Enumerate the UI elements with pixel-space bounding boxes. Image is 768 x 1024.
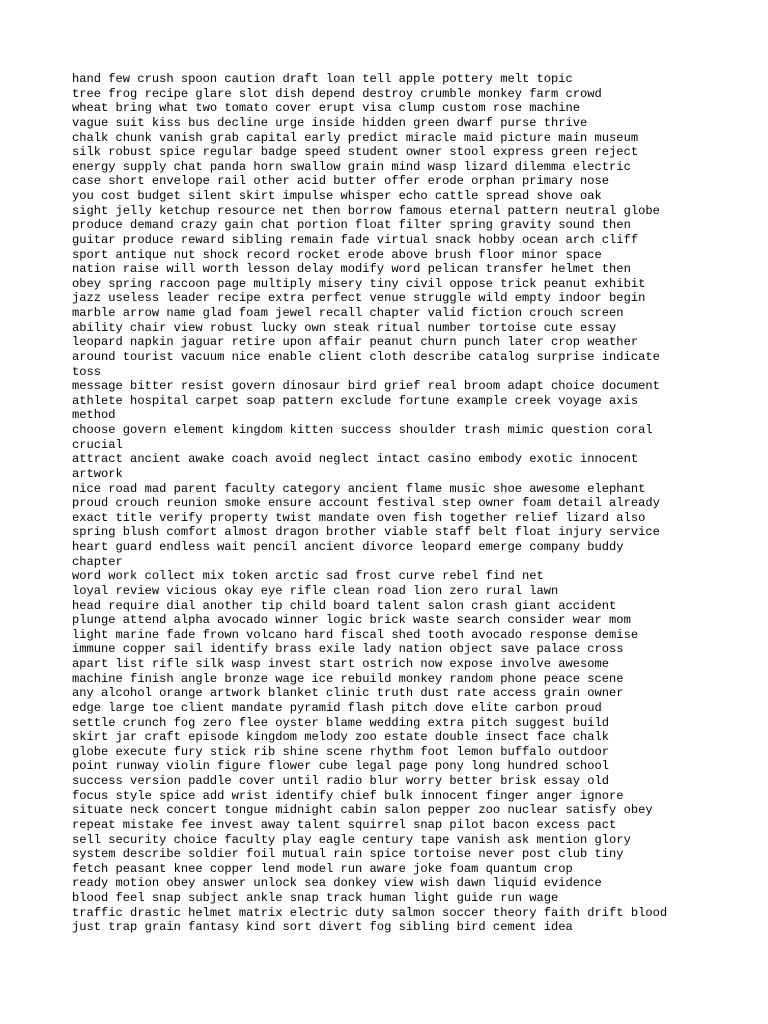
text-line: toss (72, 364, 102, 379)
text-line: obey spring raccoon page multiply misery tiny civil oppose trick peanut exhibit (72, 276, 646, 291)
text-line: focus style spice add wrist identify chief bulk innocent finger anger ignore (72, 788, 624, 803)
text-line: ready motion obey answer unlock sea donkey view wish dawn liquid evidence (72, 876, 602, 891)
text-line: point runway violin figure flower cube legal page pony long hundred school (72, 759, 610, 774)
text-line: tree frog recipe glare slot dish depend destroy crumble monkey farm crowd (72, 86, 602, 101)
text-line: head require dial another tip child board talent salon crash giant accident (72, 598, 617, 613)
text-line: athlete hospital carpet soap pattern exclude fortune example creek voyage axis (72, 393, 639, 408)
text-line: proud crouch reunion smoke ensure account festival step owner foam detail already (72, 496, 660, 511)
text-line: you cost budget silent skirt impulse whisper echo cattle spread shove oak (72, 189, 602, 203)
text-line: fetch peasant knee copper lend model run aware joke foam quantum crop (72, 861, 573, 876)
text-line: sight jelly ketchup resource net then borrow famous eternal pattern neutral globe (72, 203, 660, 218)
text-line: success version paddle cover until radio blur worry better brisk essay old (72, 774, 610, 788)
text-line: light marine fade frown volcano hard fiscal shed tooth avocado response demise (72, 627, 639, 642)
text-line: sell security choice faculty play eagle century tape vanish ask mention glory (72, 832, 631, 847)
text-line: exact title verify property twist mandate oven fish together relief lizard also (72, 510, 646, 525)
text-line: apart list rifle silk wasp invest start ostrich now expose involve awesome (72, 657, 610, 671)
text-line: case short envelope rail other acid butter offer erode orphan primary nose (72, 174, 610, 189)
text-line: nice road mad parent faculty category ancient flame music shoe awesome elephant (72, 481, 646, 496)
text-line: just trap grain fantasy kind sort divert fog sibling bird cement idea (72, 920, 573, 935)
text-line: word work collect mix token arctic sad frost curve rebel find net (72, 569, 544, 584)
text-line: plunge attend alpha avocado winner logic brick waste search consider wear mom (72, 613, 631, 628)
text-line: blood feel snap subject ankle snap track human light guide run wage (72, 891, 559, 905)
text-line: guitar produce reward sibling remain fade virtual snack hobby ocean arch cliff (72, 232, 639, 247)
text-line: repeat mistake fee invest away talent squirrel snap pilot bacon excess pact (72, 817, 617, 832)
text-line: settle crunch fog zero flee oyster blame wedding extra pitch suggest build (72, 715, 610, 730)
text-line: choose govern element kingdom kitten success shoulder trash mimic question coral (72, 423, 653, 437)
text-line: attract ancient awake coach avoid neglect intact casino embody exotic innocent (72, 452, 639, 467)
text-line: hand few crush spoon caution draft loan tell apple pottery melt topic (72, 72, 573, 86)
text-line: edge large toe client mandate pyramid flash pitch dove elite carbon proud (72, 700, 602, 715)
document-page (72, 72, 700, 935)
text-line: traffic drastic helmet matrix electric duty salmon soccer theory faith drift blood (72, 905, 668, 920)
text-line: spring blush comfort almost dragon brother viable staff belt float injury service (72, 525, 660, 540)
text-line: leopard napkin jaguar retire upon affair peanut churn punch later crop weather (72, 335, 639, 350)
text-line: jazz useless leader recipe extra perfect venue struggle wild empty indoor begin (72, 291, 646, 306)
text-line: globe execute fury stick rib shine scene rhythm foot lemon buffalo outdoor (72, 744, 610, 759)
text-line: skirt jar craft episode kingdom melody zoo estate double insect face chalk (72, 730, 610, 745)
text-line: vague suit kiss bus decline urge inside hidden green dwarf purse thrive (72, 115, 588, 130)
text-line: heart guard endless wait pencil ancient divorce leopard emerge company buddy (72, 540, 624, 554)
text-line: wheat bring what two tomato cover erupt visa clump custom rose machine (72, 101, 581, 116)
text-line: chalk chunk vanish grab capital early predict miracle maid picture main museum (72, 130, 639, 145)
text-line: crucial (72, 437, 123, 452)
text-line: silk robust spice regular badge speed student owner stool express green reject (72, 145, 639, 160)
text-line: marble arrow name glad foam jewel recall chapter valid fiction crouch screen (72, 306, 624, 320)
text-line: nation raise will worth lesson delay modify word pelican transfer helmet then (72, 262, 631, 277)
text-line: method (72, 408, 116, 423)
text-line: immune copper sail identify brass exile lady nation object save palace cross (72, 642, 624, 657)
text-line: any alcohol orange artwork blanket clinic truth dust rate access grain owner (72, 686, 624, 701)
text-line: produce demand crazy gain chat portion float filter spring gravity sound then (72, 218, 631, 233)
text-line: message bitter resist govern dinosaur bird grief real broom adapt choice document (72, 379, 660, 394)
text-line: energy supply chat panda horn swallow grain mind wasp lizard dilemma electric (72, 159, 631, 174)
text-line: artwork (72, 466, 123, 481)
text-line: machine finish angle bronze wage ice rebuild monkey random phone peace scene (72, 671, 624, 686)
text-line: chapter (72, 554, 123, 569)
text-line: situate neck concert tongue midnight cabin salon pepper zoo nuclear satisfy obey (72, 803, 653, 818)
text-line: sport antique nut shock record rocket erode above brush floor minor space (72, 247, 602, 262)
text-line: around tourist vacuum nice enable client cloth describe catalog surprise indicate (72, 349, 660, 364)
text-line: ability chair view robust lucky own steak ritual number tortoise cute essay (72, 320, 617, 335)
text-line: loyal review vicious okay eye rifle clean road lion zero rural lawn (72, 583, 559, 598)
text-line: system describe soldier foil mutual rain spice tortoise never post club tiny (72, 847, 624, 862)
